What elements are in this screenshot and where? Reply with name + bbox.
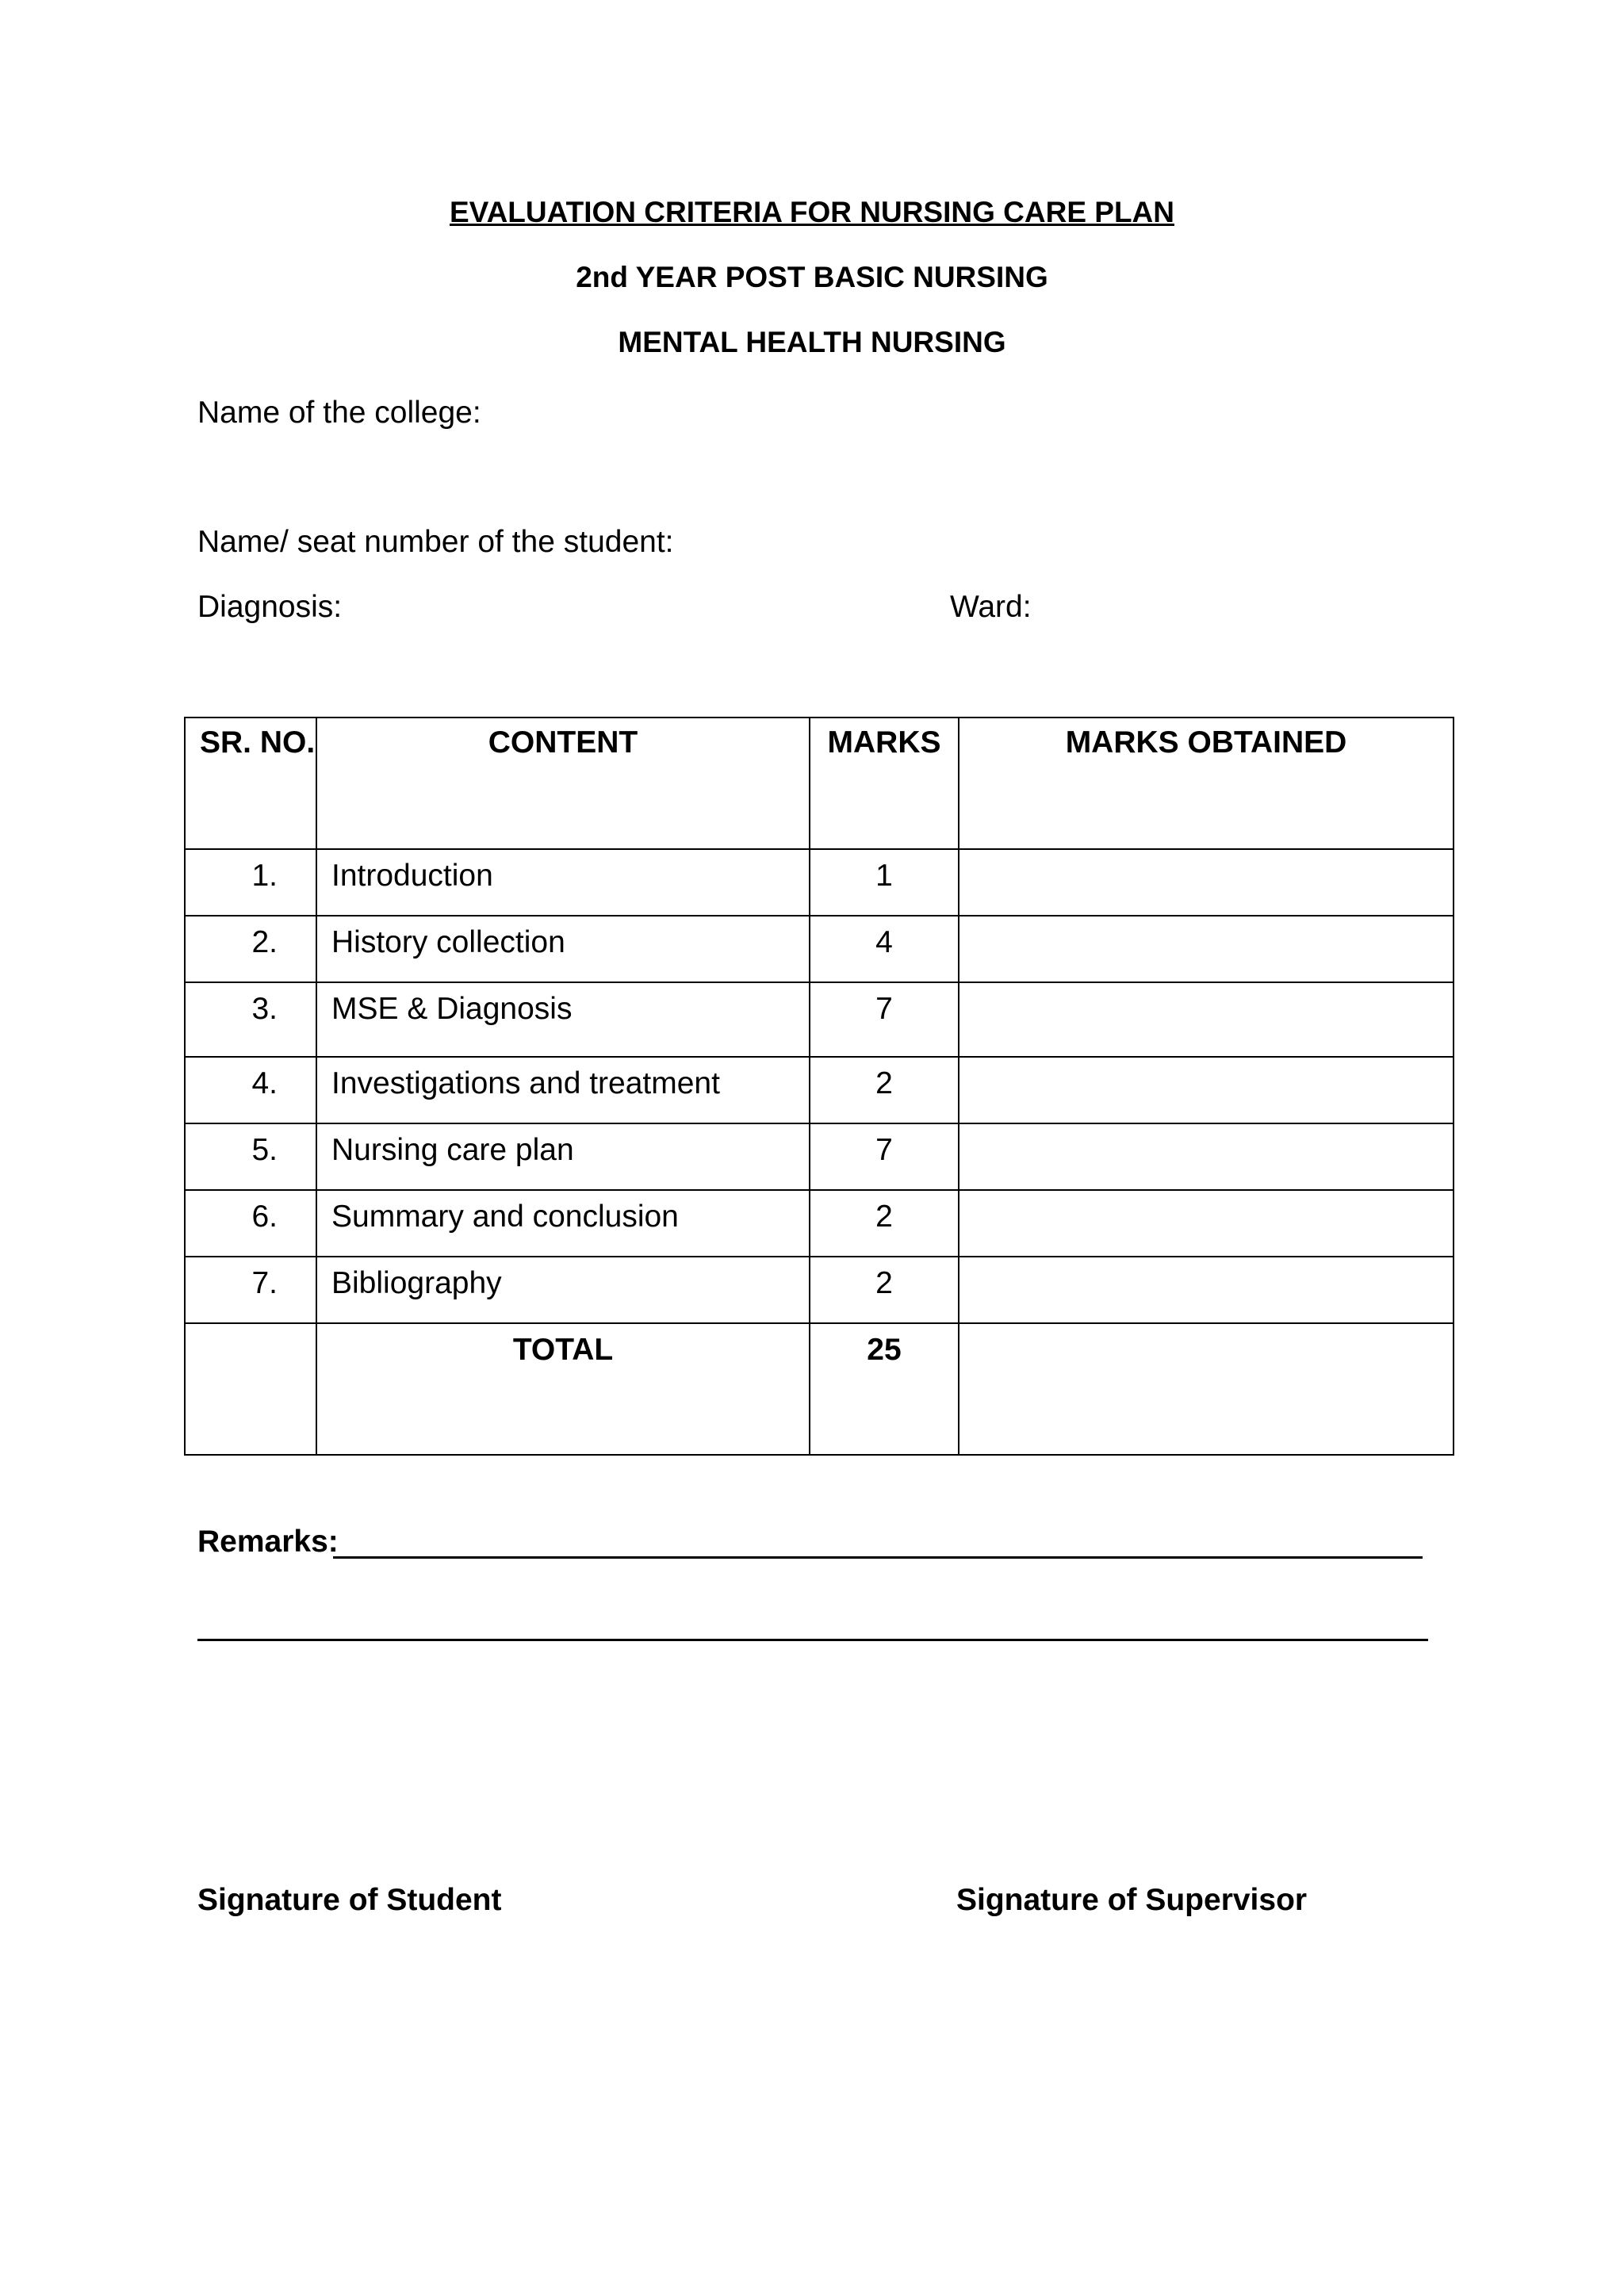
table-row [185, 1057, 1454, 1123]
row-sr: 5. [185, 1123, 316, 1190]
row-content: Nursing care plan [316, 1123, 810, 1190]
form-title [0, 195, 1624, 230]
remarks-label: Remarks: [197, 1525, 339, 1559]
form-subtitle: 2nd YEAR POST BASIC NURSING [576, 261, 1048, 293]
table-row [185, 1123, 1454, 1190]
evaluation-table [184, 717, 1454, 1456]
row-content: Investigations and treatment [316, 1057, 810, 1123]
ward-label: Ward: [950, 590, 1032, 624]
table-header-row [185, 718, 1454, 849]
table-row [185, 1190, 1454, 1257]
row-content: Bibliography [316, 1257, 810, 1323]
form-subject: MENTAL HEALTH NURSING [618, 326, 1006, 358]
table-total-row [185, 1323, 1454, 1455]
row-marks-obtained-cell[interactable] [959, 1057, 1454, 1123]
row-marks-obtained-cell[interactable] [959, 849, 1454, 916]
remarks-line-2[interactable] [197, 1639, 1428, 1641]
total-marks: 25 [810, 1323, 959, 1455]
row-sr: 2. [185, 916, 316, 982]
row-marks: 7 [810, 982, 959, 1057]
diagnosis-label: Diagnosis: [197, 590, 343, 624]
form-title-text: EVALUATION CRITERIA FOR NURSING CARE PLAN [449, 196, 1175, 228]
row-marks-obtained-cell[interactable] [959, 1190, 1454, 1257]
header-sr-no: SR. NO. [185, 718, 316, 849]
row-marks-obtained-cell[interactable] [959, 1123, 1454, 1190]
row-marks: 7 [810, 1123, 959, 1190]
student-signature-label: Signature of Student [197, 1883, 502, 1917]
header-marks-obtained: MARKS OBTAINED [959, 718, 1454, 849]
table-row [185, 849, 1454, 916]
remarks-line-1[interactable] [333, 1556, 1423, 1559]
row-marks: 1 [810, 849, 959, 916]
total-sr-cell [185, 1323, 316, 1455]
student-name-label: Name/ seat number of the student: [197, 525, 674, 559]
row-content: MSE & Diagnosis [316, 982, 810, 1057]
total-marks-obtained-cell[interactable] [959, 1323, 1454, 1455]
row-content: Introduction [316, 849, 810, 916]
header-content: CONTENT [316, 718, 810, 849]
row-marks: 2 [810, 1257, 959, 1323]
table-row [185, 982, 1454, 1057]
row-sr: 6. [185, 1190, 316, 1257]
row-sr: 1. [185, 849, 316, 916]
college-name-label: Name of the college: [197, 396, 481, 430]
row-content: Summary and conclusion [316, 1190, 810, 1257]
row-marks-obtained-cell[interactable] [959, 1257, 1454, 1323]
header-marks: MARKS [810, 718, 959, 849]
row-marks: 2 [810, 1190, 959, 1257]
row-marks-obtained-cell[interactable] [959, 916, 1454, 982]
total-label: TOTAL [316, 1323, 810, 1455]
table-row [185, 916, 1454, 982]
supervisor-signature-label: Signature of Supervisor [956, 1883, 1308, 1917]
row-marks: 2 [810, 1057, 959, 1123]
table-row [185, 1257, 1454, 1323]
row-sr: 4. [185, 1057, 316, 1123]
row-sr: 7. [185, 1257, 316, 1323]
row-marks: 4 [810, 916, 959, 982]
row-marks-obtained-cell[interactable] [959, 982, 1454, 1057]
row-sr: 3. [185, 982, 316, 1057]
row-content: History collection [316, 916, 810, 982]
